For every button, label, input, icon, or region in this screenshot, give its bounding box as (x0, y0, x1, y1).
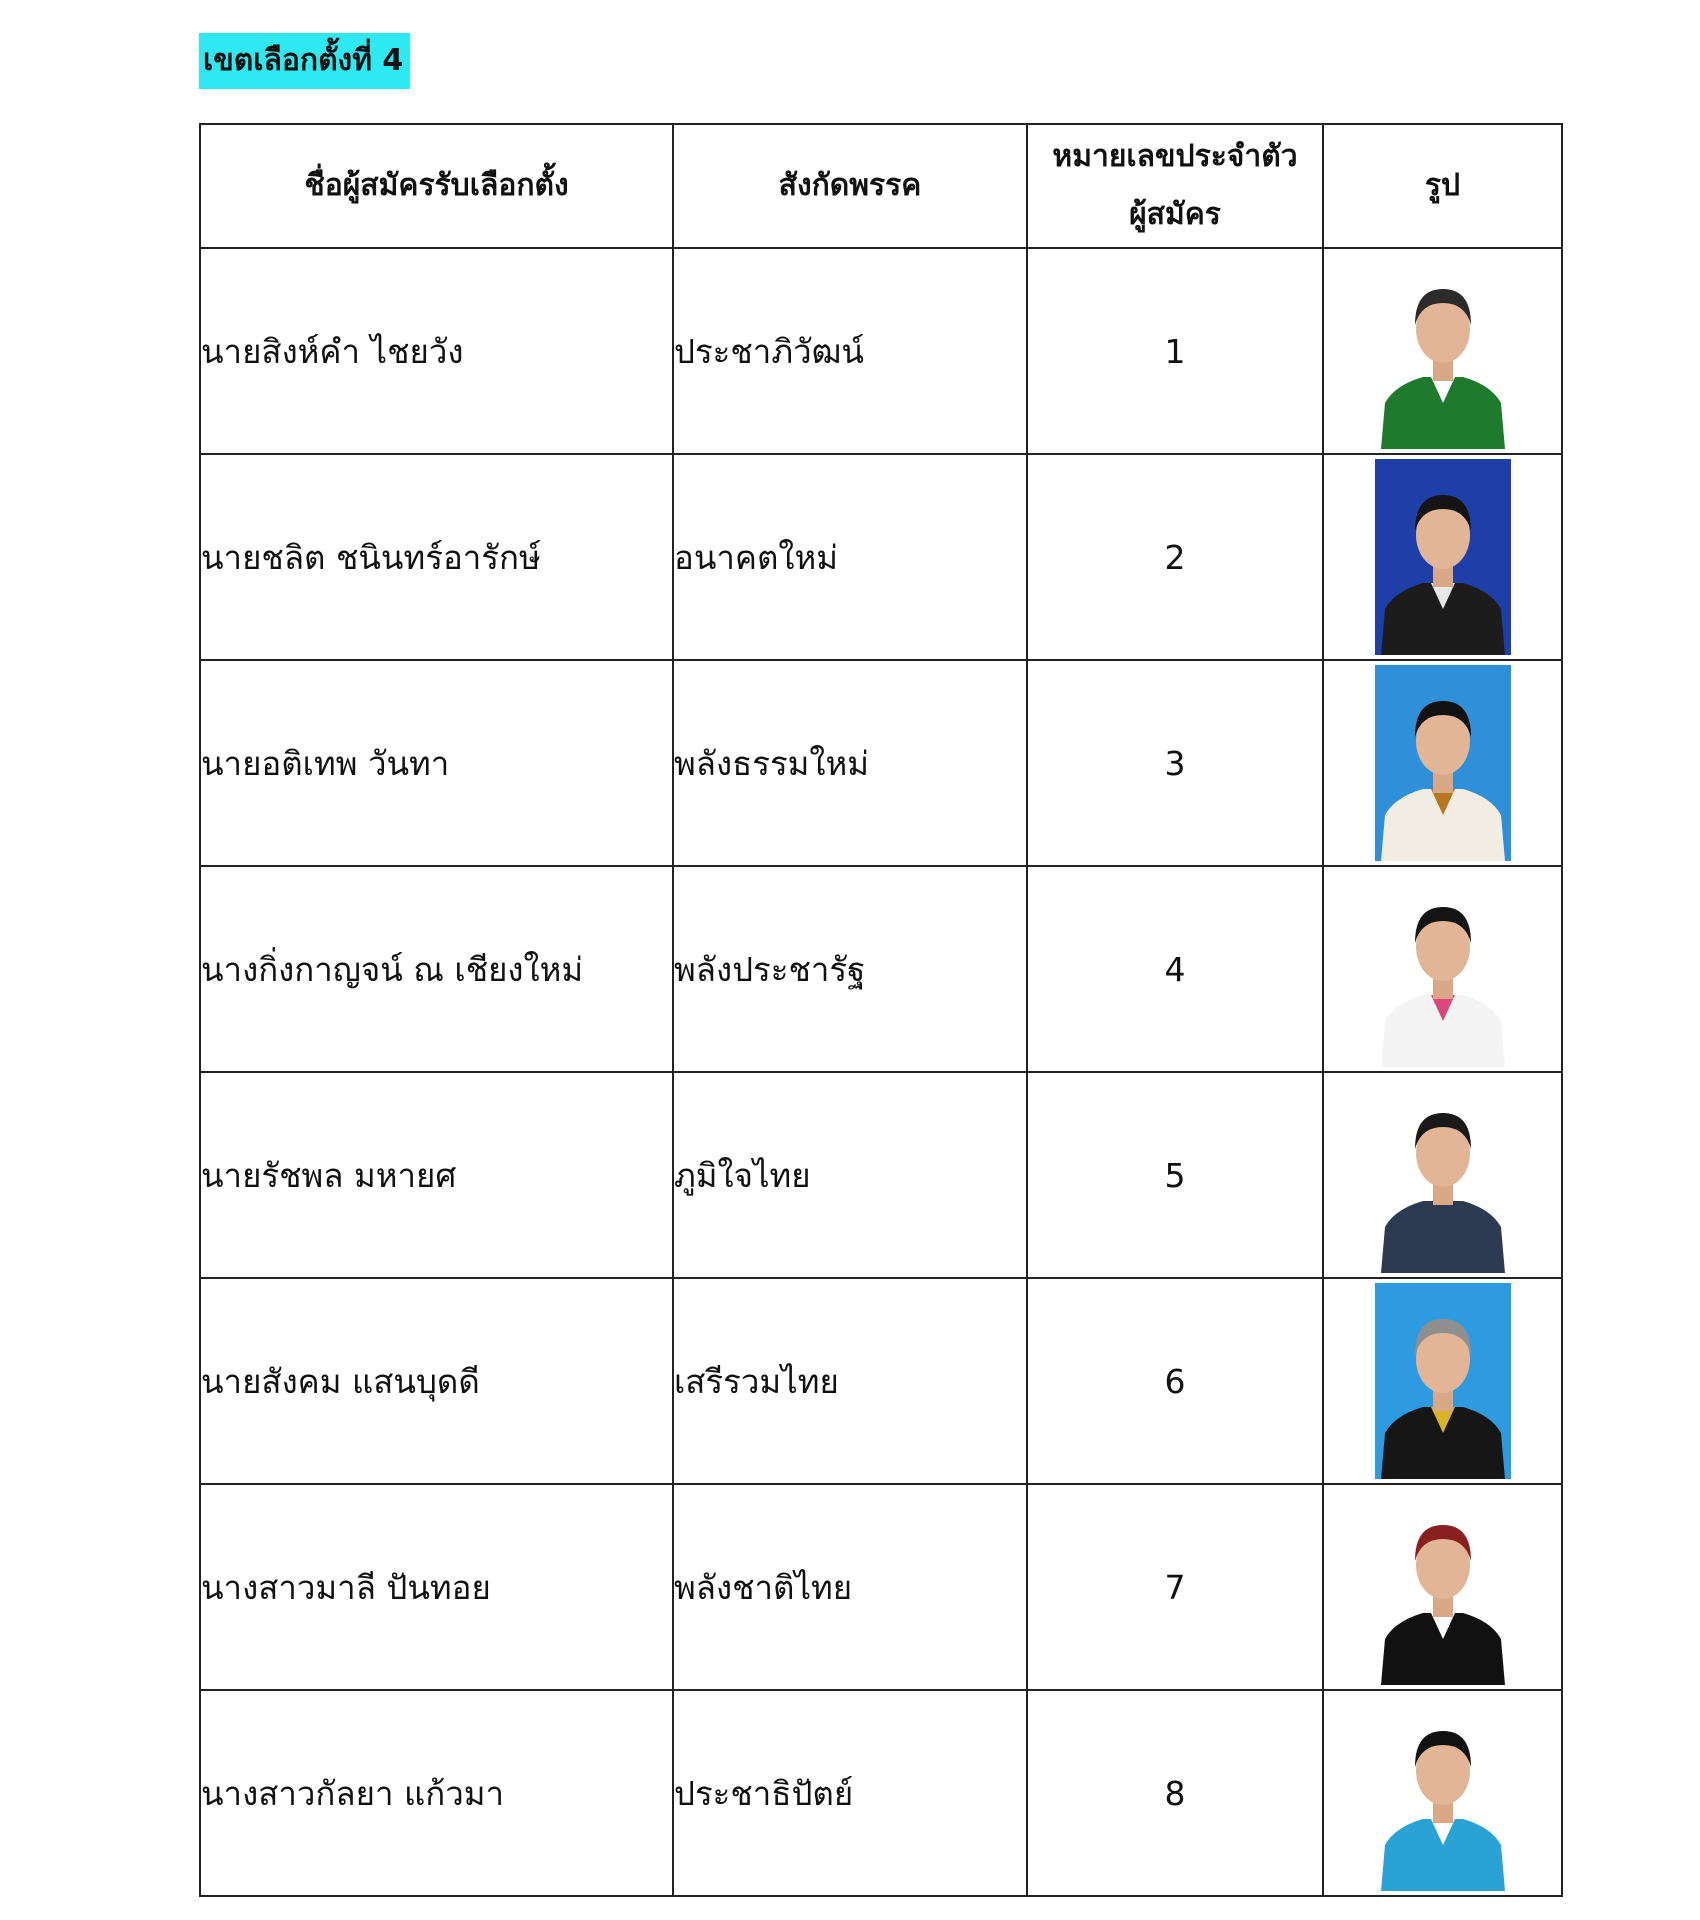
header-party: สังกัดพรรค (673, 124, 1027, 248)
header-number-line1: หมายเลขประจำตัว (1052, 139, 1298, 174)
candidates-table (199, 123, 1563, 1897)
table-row (200, 1278, 1562, 1484)
district-title: เขตเลือกตั้งที่ 4 (199, 33, 410, 89)
table-header-row (200, 124, 1562, 248)
table-row (200, 1690, 1562, 1896)
candidate-name: นายรัชพล มหายศ (200, 1072, 673, 1278)
table-row (200, 1072, 1562, 1278)
candidate-number: 2 (1027, 454, 1323, 660)
candidate-name: นายสิงห์คำ ไชยวัง (200, 248, 673, 454)
table-row (200, 1484, 1562, 1690)
candidate-party: เสรีรวมไทย (673, 1278, 1027, 1484)
candidate-number: 1 (1027, 248, 1323, 454)
candidate-photo (1375, 1283, 1511, 1479)
table-row (200, 660, 1562, 866)
candidate-number: 3 (1027, 660, 1323, 866)
candidate-party: อนาคตใหม่ (673, 454, 1027, 660)
candidate-number: 6 (1027, 1278, 1323, 1484)
candidate-party: พลังธรรมใหม่ (673, 660, 1027, 866)
table-row (200, 454, 1562, 660)
candidate-photo (1375, 253, 1511, 449)
candidate-photo (1375, 1489, 1511, 1685)
header-name: ชื่อผู้สมัครรับเลือกตั้ง (200, 124, 673, 248)
candidate-name: นายอติเทพ วันทา (200, 660, 673, 866)
header-number-line2: ผู้สมัคร (1129, 197, 1221, 232)
candidate-party: พลังประชารัฐ (673, 866, 1027, 1072)
candidate-photo (1375, 459, 1511, 655)
candidate-party: ประชาภิวัฒน์ (673, 248, 1027, 454)
candidate-number: 7 (1027, 1484, 1323, 1690)
candidate-name: นางกิ่งกาญจน์ ณ เชียงใหม่ (200, 866, 673, 1072)
header-photo: รูป (1323, 124, 1562, 248)
candidate-photo (1375, 1695, 1511, 1891)
candidate-number: 5 (1027, 1072, 1323, 1278)
table-row (200, 248, 1562, 454)
table-row (200, 866, 1562, 1072)
candidate-party: ประชาธิปัตย์ (673, 1690, 1027, 1896)
candidate-name: นางสาวมาลี ปันทอย (200, 1484, 673, 1690)
candidate-photo (1375, 871, 1511, 1067)
candidate-name: นายสังคม แสนบุดดี (200, 1278, 673, 1484)
candidate-name: นายชลิต ชนินทร์อารักษ์ (200, 454, 673, 660)
candidate-party: ภูมิใจไทย (673, 1072, 1027, 1278)
candidate-photo (1375, 1077, 1511, 1273)
candidate-name: นางสาวกัลยา แก้วมา (200, 1690, 673, 1896)
header-number (1027, 124, 1323, 248)
candidate-party: พลังชาติไทย (673, 1484, 1027, 1690)
candidate-number: 8 (1027, 1690, 1323, 1896)
candidate-photo (1375, 665, 1511, 861)
candidate-number: 4 (1027, 866, 1323, 1072)
